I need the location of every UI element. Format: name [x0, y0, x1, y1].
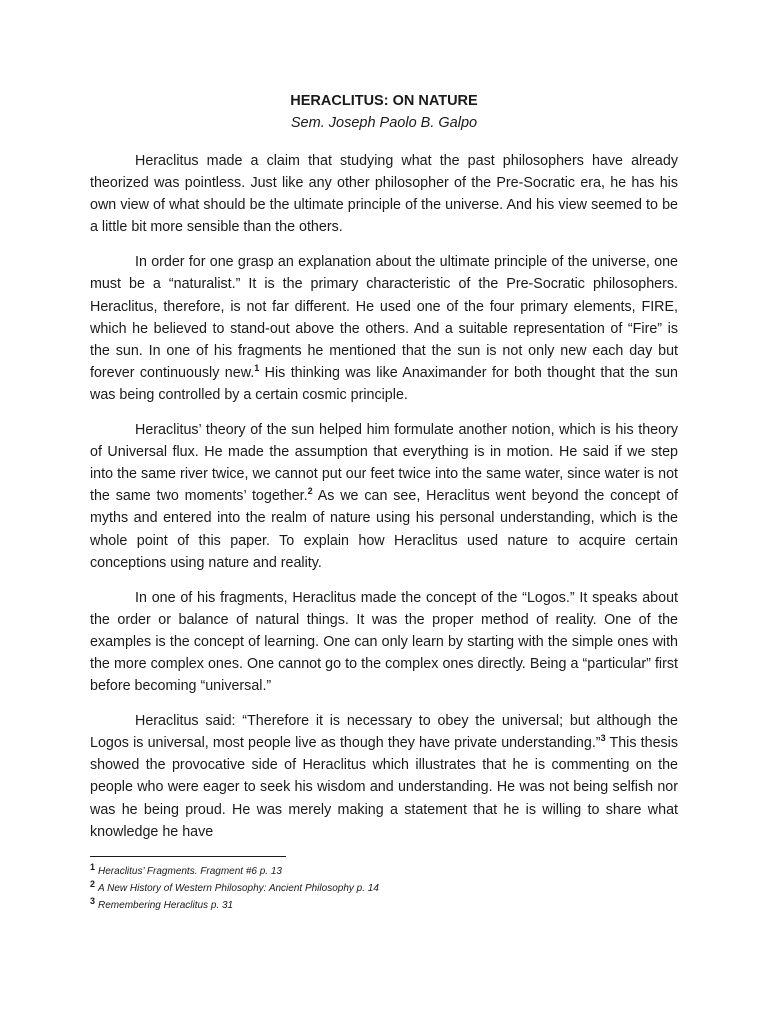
footnote-ref-2: 2 [307, 486, 313, 497]
footnote-number: 2 [90, 878, 96, 889]
footnote-ref-1: 1 [254, 363, 260, 374]
footnote-text: A New History of Western Philosophy: Ancient Philosophy p. 14 [98, 883, 379, 894]
footnote-1 [90, 863, 678, 880]
paragraph-3-text-b: As we can see, Heraclitus went beyond the concept of myths and entered into the realm of nature using his personal understanding, which is the whole point of this paper. To explain how Heraclitus used nature to acquire certain conceptions using nature and reality. [90, 488, 678, 571]
document-title: HERACLITUS: ON NATURE [290, 93, 478, 109]
footnote-number: 3 [90, 895, 96, 906]
footnote-2 [90, 880, 678, 897]
footnote-ref-3: 3 [600, 733, 606, 744]
footnote-divider [90, 856, 286, 857]
paragraph-5 [90, 710, 678, 843]
footnote-text: Remembering Heraclitus p. 31 [98, 900, 234, 911]
paragraph-4-text: In one of his fragments, Heraclitus made the concept of the “Logos.” It speaks about the order or balance of natural things. It was the proper method of reality. One of the examples is the concept of learning. One can only learn by starting with the simple ones with the more complex ones. One cannot go to the complex ones directly. Being a “particular” first before becoming “universal.” [90, 589, 678, 695]
document-page [90, 90, 678, 856]
document-author: Sem. Joseph Paolo B. Galpo [290, 115, 478, 131]
footnote-text: Heraclitus’ Fragments. Fragment #6 p. 13 [98, 866, 282, 877]
footnote-number: 1 [90, 861, 96, 872]
footnotes-section [90, 863, 678, 914]
paragraph-5-text-b: This thesis showed the provocative side of Heraclitus which illustrates that he is commenting on the people who were eager to seek his wisdom and understanding. He was not being selfish nor was he being proud. He was merely making a statement that he is willing to share what knowledge he have [90, 735, 678, 840]
paragraph-2 [90, 251, 678, 406]
paragraph-5-text-a: Heraclitus said: “Therefore it is necessary to obey the universal; but although the Logos is universal, most people live as though they have private understanding.” [90, 713, 678, 752]
paragraph-2-text-a: In order for one grasp an explanation about the ultimate principle of the universe, one must be a “naturalist.” It is the primary characteristic of the Pre-Socratic philosophers. Heraclitus, therefore, is not far different. He used one of the four primary elements, FIRE, which he believed to stand-out above the others. And a suitable representation of “Fire” is the sun. In one of his fragments he mentioned that the sun is not only new each day but forever continuously new. [90, 254, 678, 381]
paragraph-2-text-b: His thinking was like Anaximander for both thought that the sun was being controlled by a certain cosmic principle. [90, 364, 678, 403]
paragraph-1 [90, 150, 678, 238]
paragraph-3 [90, 419, 678, 574]
paragraph-1-text: Heraclitus made a claim that studying what the past philosophers have already theorized was pointless. Just like any other philosopher of the Pre-Socratic era, he has his own view of what should be the ultimate principle of the universe. And his view seemed to be a little bit more sensible than the others. [90, 153, 678, 236]
paragraph-3-text-a: Heraclitus’ theory of the sun helped him formulate another notion, which is his theory of Universal flux. He made the assumption that everything is in motion. He said if we step into the same river twice, we cannot put our feet twice into the same water, since water is not the same two moments’ together. [90, 422, 678, 505]
footnote-3 [90, 897, 678, 914]
paragraph-4 [90, 587, 678, 697]
